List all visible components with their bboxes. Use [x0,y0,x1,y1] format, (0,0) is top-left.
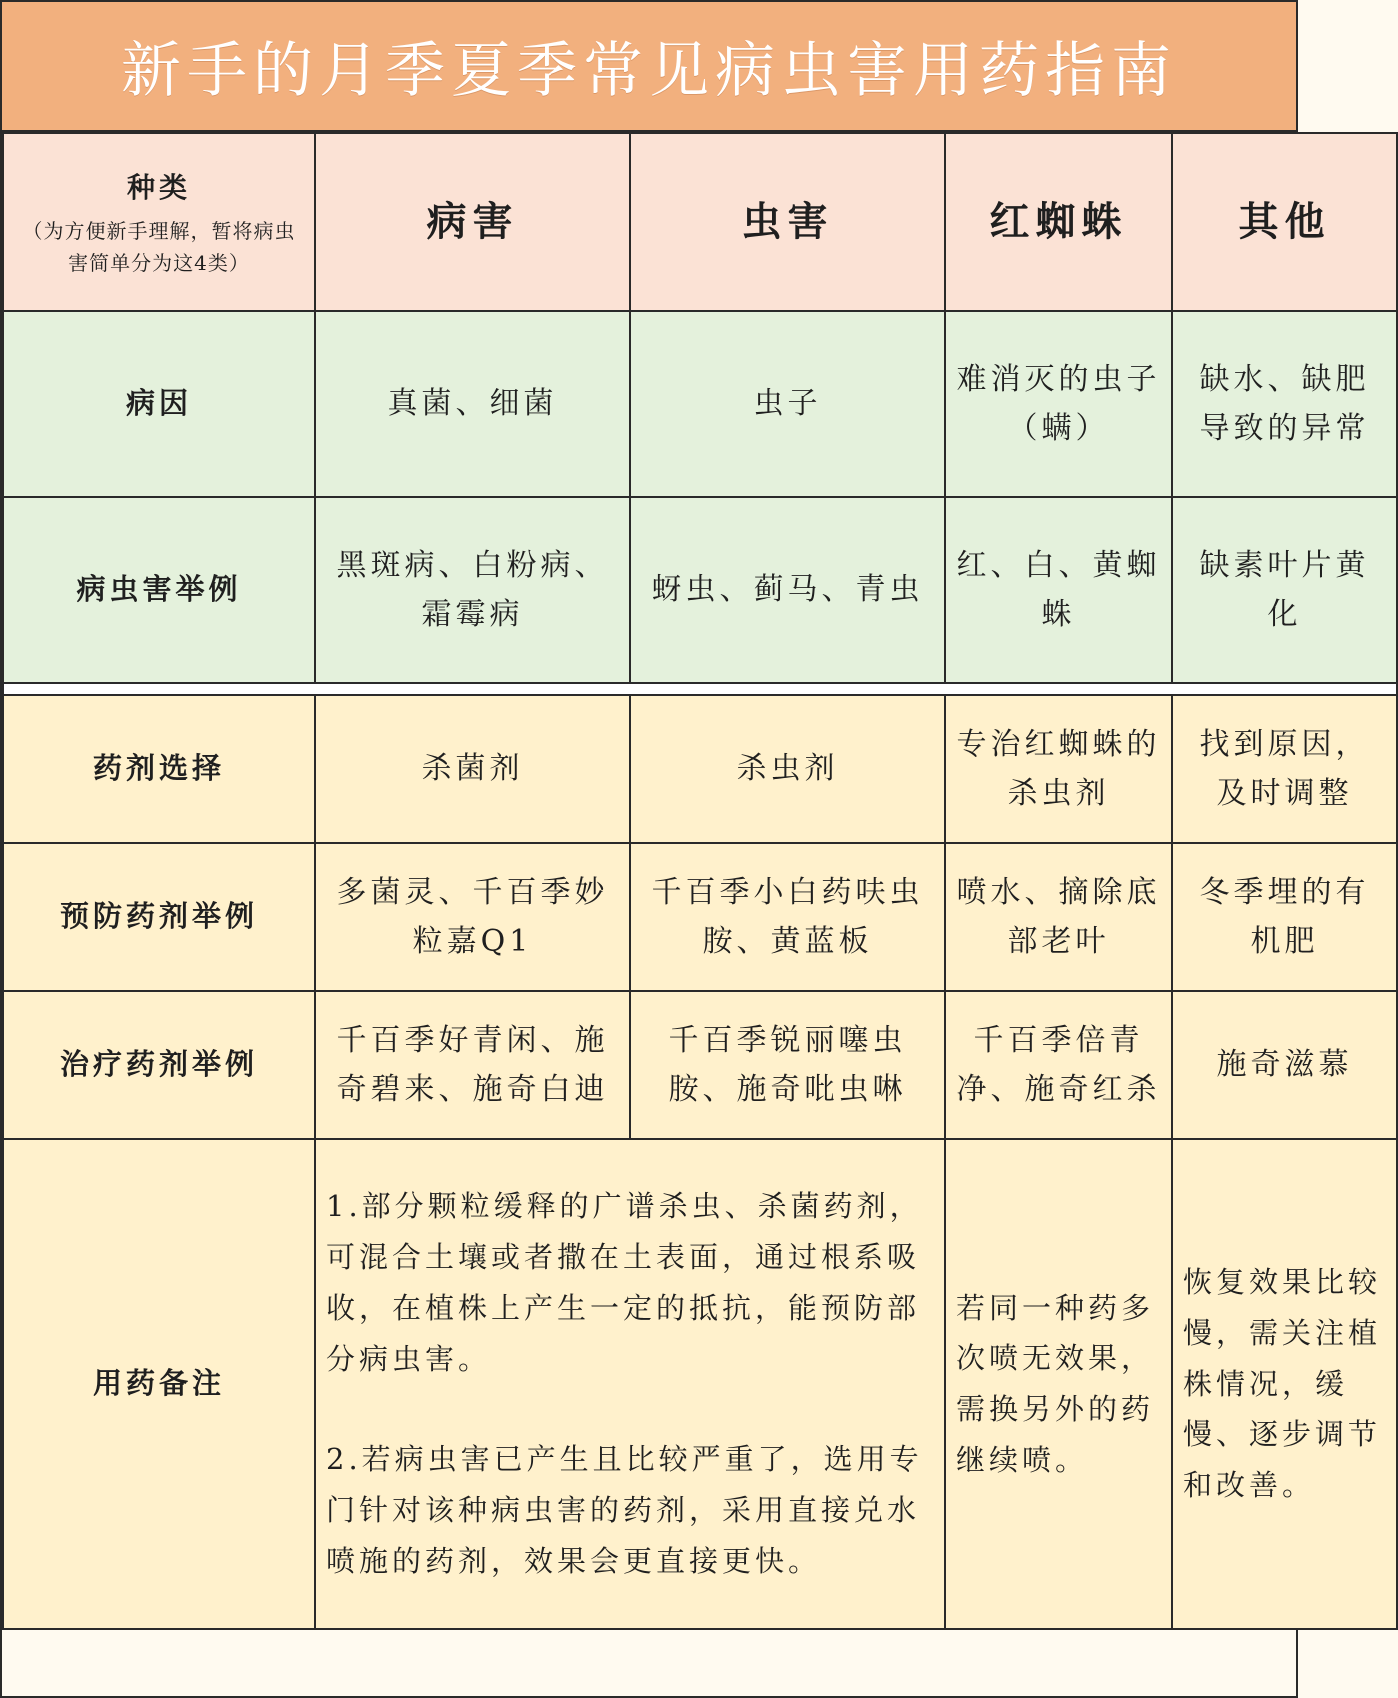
table-row [3,311,1397,497]
table-cell: 黑斑病、白粉病、霜霉病 [315,497,630,683]
table-cell: 缺素叶片黄化 [1172,497,1397,683]
table-cell: 千百季好青闲、施奇碧来、施奇白迪 [315,991,630,1139]
table-cell: 杀虫剂 [630,695,945,843]
table-row [3,991,1397,1139]
category-label: 种类 [126,170,191,204]
row-label-examples: 病虫害举例 [3,497,315,683]
table-cell: 蚜虫、蓟马、青虫 [630,497,945,683]
row-label-notes: 用药备注 [3,1139,315,1629]
row-label-prevention: 预防药剂举例 [3,843,315,991]
column-header-pest: 虫害 [630,133,945,311]
table-cell: 多菌灵、千百季妙粒嘉Q1 [315,843,630,991]
table-cell: 施奇滋慕 [1172,991,1397,1139]
table-cell: 缺水、缺肥导致的异常 [1172,311,1397,497]
table-cell: 千百季小白药呋虫胺、黄蓝板 [630,843,945,991]
table-cell: 专治红蜘蛛的杀虫剂 [945,695,1172,843]
notes-spider-cell: 若同一种药多次喷无效果，需换另外的药继续喷。 [945,1139,1172,1629]
table-cell: 千百季倍青净、施奇红杀 [945,991,1172,1139]
table-header-row [3,133,1397,311]
section-divider [3,683,1397,695]
table-row [3,843,1397,991]
page-title: 新手的月季夏季常见病虫害用药指南 [121,36,1177,106]
table-cell: 千百季锐丽噻虫胺、施奇吡虫啉 [630,991,945,1139]
title-banner [2,2,1296,132]
notes-row [3,1139,1397,1629]
table-cell: 杀菌剂 [315,695,630,843]
row-label-agent-choice: 药剂选择 [3,695,315,843]
table-cell: 喷水、摘除底部老叶 [945,843,1172,991]
table-cell: 红、白、黄蜘蛛 [945,497,1172,683]
header-category-cell [3,133,315,311]
row-label-cause: 病因 [3,311,315,497]
notes-paragraph-2: 2.若病虫害已产生且比较严重了，选用专门针对该种病虫害的药剂，采用直接兑水喷施的药剂，效果会更直接更快。 [326,1442,923,1578]
column-header-disease: 病害 [315,133,630,311]
table-cell: 找到原因，及时调整 [1172,695,1397,843]
column-header-spider-mite: 红蜘蛛 [945,133,1172,311]
table-row [3,497,1397,683]
table-row [3,695,1397,843]
notes-paragraph-1: 1.部分颗粒缓释的广谱杀虫、杀菌药剂，可混合土壤或者撒在土表面，通过根系吸收，在植株上产生一定的抵抗，能预防部分病虫害。 [326,1189,923,1376]
notes-other-cell: 恢复效果比较慢，需关注植株情况，缓慢、逐步调节和改善。 [1172,1139,1397,1629]
table-cell: 难消灭的虫子（螨） [945,311,1172,497]
notes-main-cell [315,1139,945,1629]
guide-table [2,132,1398,1630]
table-cell: 真菌、细菌 [315,311,630,497]
column-header-other: 其他 [1172,133,1397,311]
category-note: （为方便新手理解，暂将病虫害简单分为这4类） [22,219,296,276]
table-cell: 冬季埋的有机肥 [1172,843,1397,991]
row-label-treatment: 治疗药剂举例 [3,991,315,1139]
table-cell: 虫子 [630,311,945,497]
